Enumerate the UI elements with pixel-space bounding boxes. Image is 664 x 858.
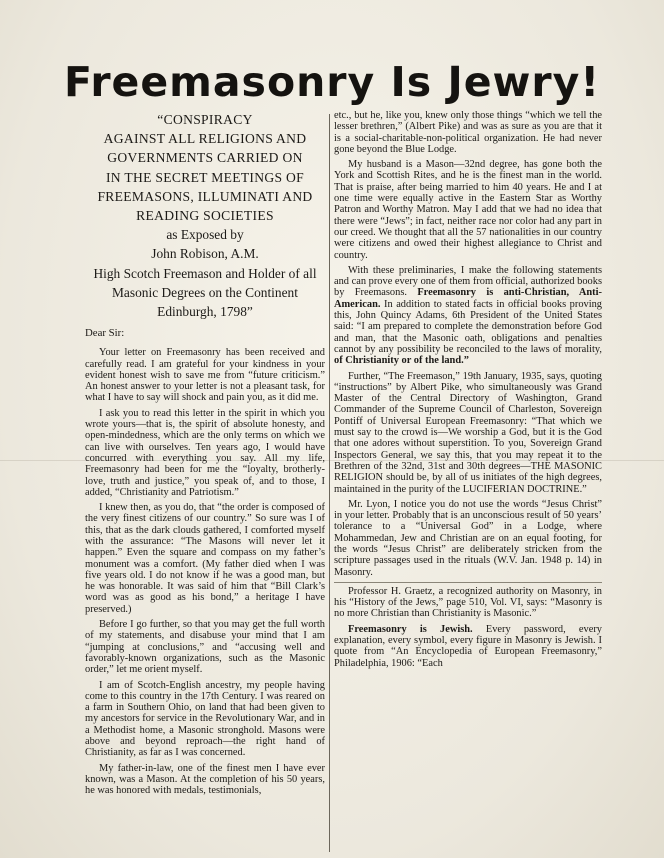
left-paragraph-4: Before I go further, so that you may get the full worth of my statements, and disabuse your mind that I am “jumping at conclusions,” and “accusing well and favorably-known organizations, such as the Masonic order,” let me orient myself. — [85, 619, 325, 676]
left-paragraph-5: I am of Scotch-English ancestry, my people having come to this country in the 17th Century. I was reared on a farm in Southern Ohio, on land that had been given to my ancestors for service in the Revolutionary War, and in a Methodist home, a Masonic stronghold. Masons were above and beyond reproach—the right hand of Christianity, as far as I was concerned. — [85, 679, 325, 759]
right-paragraph-6: Professor H. Graetz, a recognized authority on Masonry, in his “History of the Jews,” page 510, Vol. VI, says: “Masonry is no more Christian than Christianity is Masonic.” — [334, 582, 602, 620]
right-paragraph-7-text: Every password, every explanation, every symbol, every figure in Masonry is Jewish. I quote from “An Encyclopedia of European Freemasonry,” Philadelphia, 1906: “Each — [334, 623, 602, 669]
author-title-1: High Scotch Freemason and Holder of all — [93, 265, 317, 281]
right-paragraph-3-text-b: In addition to stated facts in official books proving this, John Quincy Adams, 6th President of the United States said: “I am prepared to complete the demonstration before God and man, that the Masonic oath, obligations and penalties cannot by any possibility be reconciled to the laws of morality, — [334, 298, 602, 355]
right-paragraph-3-bold-a: Freemasonry is anti-Christian, Anti-American. — [334, 287, 602, 310]
title-line-4: IN THE SECRET MEETINGS OF — [105, 169, 305, 185]
left-paragraph-6: My father-in-law, one of the finest men I have ever known, was a Mason. At the completion of his 50 years, he was honored with medals, testimonials, — [85, 762, 325, 797]
left-column — [85, 110, 325, 801]
right-paragraph-4: Further, “The Freemason,” 19th January, 1935, says, quoting “instructions” by Albert Pike, who simultaneously was Grand Master of the Central Directory of Washington, Grand Commander of the Supreme Council of Charleston, Sovereign Pontiff of Universal European Freemasonry: “That which we must say to the crowd is—We worship a God, but it is the God that one adores without superstition. To you, Sovereign Grand Inspectors General, we say this, that you may repeat it to the Brethren of the 32nd, 31st and 30th degrees—THE MASONIC RELIGION should be, by all of us initiates of the high degrees, maintained in the purity of the LUCIFERIAN DOCTRINE.” — [334, 370, 602, 495]
title-line-5: FREEMASONS, ILLUMINATI AND — [97, 188, 313, 204]
exposed-by: as Exposed by — [166, 227, 244, 243]
title-line-6: READING SOCIETIES — [136, 208, 274, 224]
title-line-1: “CONSPIRACY — [157, 112, 253, 127]
headline: Freemasonry Is Jewry! — [63, 58, 601, 106]
left-paragraph-3: I knew then, as you do, that “the order is composed of the very finest citizens of our country.” So sure was I of this, that as the dark clouds gathered, I comforted myself with the assurance: “The Masons will never let it happen.” Even the square and compass on my father’s monument was a comfort. (My father died when I was five years old. I do not know if he was a good man, but he was honorable. It was said of him that “Bill Clark’s word was as good as his bond,” a heritage I have preserved.) — [85, 502, 325, 615]
salutation: Dear Sir: — [85, 327, 125, 340]
right-paragraph-7 — [334, 624, 602, 669]
left-paragraph-1: Your letter on Freemasonry has been received and carefully read. I am grateful for your kindness in your evident honest wish to save me from “future criticism.” An honest answer to your letter is not a pleasant task, for what I have to say will shock and pain you, as it did me. — [85, 347, 325, 404]
right-paragraph-1: etc., but he, like you, knew only those things “which we tell the lesser brethren,” (Albert Pike) and was as sure as you are that it is a social-charitable-non-political organization. He had never gone beyond the Blue Lodge. — [334, 110, 602, 155]
right-paragraph-7-bold: Freemasonry is Jewish. — [348, 623, 473, 635]
author-title-2: Masonic Degrees on the Continent — [112, 284, 298, 300]
place-date: Edinburgh, 1798” — [157, 304, 253, 320]
author-name: John Robison, A.M. — [151, 246, 259, 262]
right-paragraph-3-bold-b: of Christianity or of the land.” — [334, 355, 469, 367]
title-line-3: GOVERNMENTS CARRIED ON — [107, 150, 303, 166]
right-paragraph-5: Mr. Lyon, I notice you do not use the words “Jesus Christ” in your letter. Probably that is an unconscious result of 50 years’ tolerance to a “Universal God” in a Lodge, where Mohammedan, Jew and Christian are on an equal footing, for the words “Jesus Christ” are deliberately stricken from the scripture passages used in the rituals (W.V. Jan. 1948 p. 14) in Masonry. — [334, 498, 602, 578]
right-paragraph-3 — [334, 265, 602, 367]
title-block — [85, 110, 325, 321]
column-divider — [329, 114, 330, 852]
left-paragraph-2: I ask you to read this letter in the spirit in which you wrote yours—that is, the spirit of absolute honesty, and open-mindedness, which are the only terms on which we can live with ourselves. Ten years ago, I would have concurred with everything you say. All my life, Freemasonry had been for me the “loyalty, brotherly-love, truth and justice,” you speak of, and to those, I added, “Christianity and Patriotism.” — [85, 407, 325, 498]
right-column — [334, 110, 602, 673]
title-line-2: AGAINST ALL RELIGIONS AND — [103, 131, 307, 147]
right-paragraph-3-text-a: With these preliminaries, I make the following statements and can prove every one of them from official, authorized books by Freemasons. — [334, 264, 602, 299]
right-paragraph-2: My husband is a Mason—32nd degree, has gone both the York and Scottish Rites, and he is the finest man in the world. That is praise, after being married to him 40 years. He and I at one time were equally active in the Eastern Star as Worthy Patron and Worthy Matron. May I add that we had no idea that there were “Jews”; in fact, neither race nor color had any part in our creed. We thought that all the 57 nationalities in our country were citizens and owed their highest allegiance to Christ and country. — [334, 159, 602, 261]
